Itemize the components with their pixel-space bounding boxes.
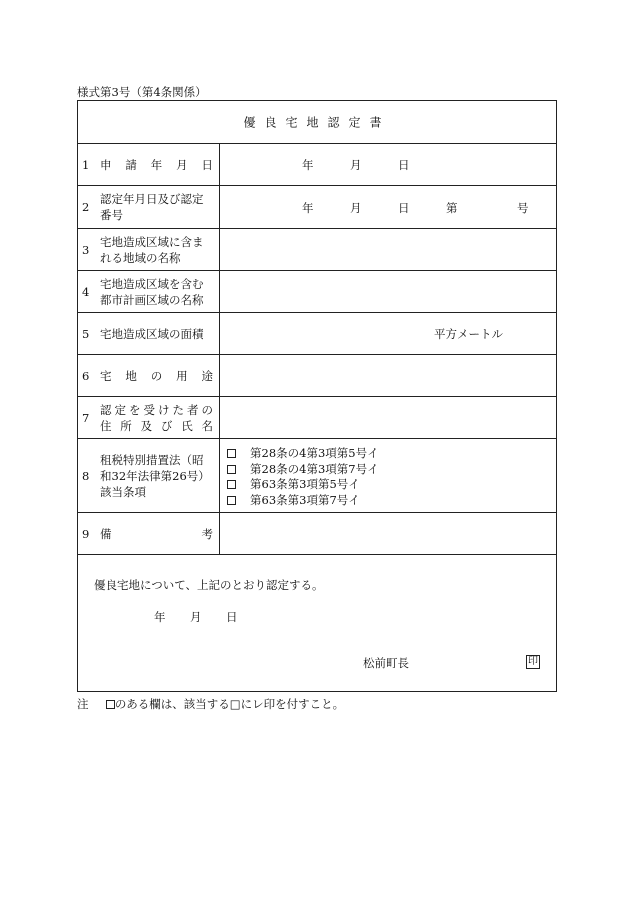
- label-cell: [78, 271, 220, 312]
- certification-month-label: 月: [190, 610, 202, 624]
- checkbox-symbol: [106, 700, 115, 709]
- row-application-date: [78, 144, 556, 186]
- checkbox[interactable]: [227, 449, 236, 458]
- row-number: 8: [82, 468, 90, 483]
- provision-option-label: 第63条第3項第7号イ: [250, 492, 360, 507]
- certification-year-label: 年: [154, 610, 166, 624]
- footnote-prefix: 注: [77, 697, 89, 711]
- row-city-planning-area: [78, 271, 556, 313]
- label-cell: [78, 144, 220, 185]
- provision-option[interactable]: [227, 462, 379, 478]
- provision-option-label: 第63条第3項第5号イ: [250, 477, 360, 491]
- row-recipient: [78, 397, 556, 439]
- row-land-use: [78, 355, 556, 397]
- row-area-size: [78, 313, 556, 355]
- checkbox[interactable]: [227, 496, 236, 505]
- provision-option-label: 第28条の4第3項第7号イ: [250, 461, 379, 476]
- day-label: 日: [398, 201, 410, 215]
- label-cell: [78, 439, 220, 512]
- row-label-line-2: 住 所 及 び 氏 名: [100, 418, 213, 433]
- label-cell: [78, 229, 220, 270]
- provision-checklist: [227, 446, 379, 508]
- row-label-line-1: 認 定 を 受 け た 者 の: [100, 402, 213, 417]
- row-label: 宅地造成区域を含む都市計画区域の名称: [100, 276, 204, 307]
- row-number: 5: [82, 326, 90, 341]
- provision-option[interactable]: [227, 493, 379, 509]
- row-number: 7: [82, 410, 90, 425]
- footnote-text: のある欄は、該当する□にレ印を付すこと。: [114, 697, 345, 711]
- row-label: 宅地造成区域の面積: [100, 326, 204, 341]
- footnote: [77, 696, 344, 712]
- label-cell: [78, 397, 220, 438]
- number-suffix-label: 号: [517, 201, 529, 215]
- row-remarks: [78, 513, 556, 555]
- row-number: 4: [82, 284, 90, 299]
- day-label: 日: [398, 158, 410, 172]
- row-label: 租税特別措置法（昭和32年法律第26号）該当条項: [100, 452, 210, 499]
- row-tax-provision: [78, 439, 556, 513]
- label-cell: [78, 513, 220, 554]
- area-unit-label: 平方メートル: [434, 327, 503, 341]
- label-cell: [78, 355, 220, 396]
- row-number: 9: [82, 526, 90, 541]
- row-number: 1: [82, 157, 90, 172]
- title-row: [78, 101, 556, 144]
- certification-day-label: 日: [226, 610, 238, 624]
- certification-section: [78, 555, 556, 691]
- checkbox[interactable]: [227, 480, 236, 489]
- label-cell: [78, 186, 220, 228]
- row-label: 認定年月日及び認定番号: [100, 192, 204, 222]
- certification-statement: 優良宅地について、上記のとおり認定する。: [94, 578, 324, 592]
- form-number-label: 様式第3号（第4条関係）: [77, 85, 207, 99]
- row-label: 申 請 年 月 日: [100, 157, 213, 172]
- provision-option[interactable]: [227, 477, 379, 493]
- row-label: [100, 402, 213, 434]
- row-certification-date-number: [78, 186, 556, 229]
- month-label: 月: [350, 201, 362, 215]
- row-area-name: [78, 229, 556, 271]
- label-cell: [78, 313, 220, 354]
- provision-option[interactable]: [227, 446, 379, 462]
- row-label: 宅地造成区域に含まれる地域の名称: [100, 234, 204, 265]
- certificate-form: [77, 100, 557, 692]
- signer-title: 松前町長: [363, 656, 409, 670]
- official-seal-mark: 印: [528, 656, 538, 667]
- year-label: 年: [302, 158, 314, 172]
- row-number: 6: [82, 368, 90, 383]
- document-title: 優良宅地認定書: [243, 115, 391, 130]
- month-label: 月: [350, 158, 362, 172]
- row-label: 備 考: [100, 526, 213, 541]
- checkbox[interactable]: [227, 465, 236, 474]
- year-label: 年: [302, 201, 314, 215]
- provision-option-label: 第28条の4第3項第5号イ: [250, 446, 379, 460]
- number-prefix-label: 第: [446, 201, 458, 215]
- row-label: 宅 地 の 用 途: [100, 368, 213, 383]
- row-number: 3: [82, 242, 90, 257]
- row-number: 2: [82, 200, 90, 214]
